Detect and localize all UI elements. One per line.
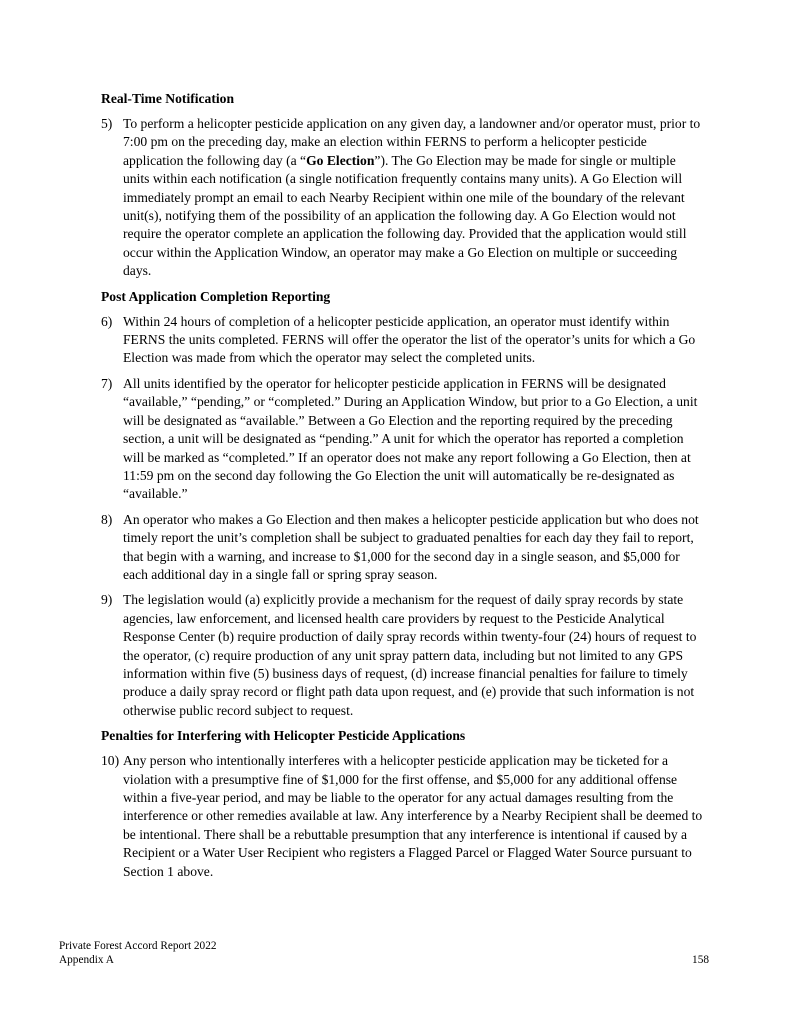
item-number: 7) <box>101 375 113 391</box>
list-item-6 <box>101 313 705 368</box>
page-footer <box>59 939 709 967</box>
page-number: 158 <box>692 954 709 966</box>
footer-appendix: Appendix A <box>59 954 114 966</box>
item-number: 6) <box>101 313 113 329</box>
section-heading: Real-Time Notification <box>101 91 235 106</box>
section-heading: Post Application Completion Reporting <box>101 288 331 304</box>
item-text: Within 24 hours of completion of a helicopter pesticide application, an operator must identify within FERNS the units completed. FERNS will offer the operator the list of the operator’s units for which a Go Election was made from which the operator may select the completed units. <box>123 313 696 366</box>
item-number: 10) <box>101 753 120 769</box>
page-content <box>101 90 705 888</box>
item-text: All units identified by the operator for helicopter pesticide application in FERNS will be designated “available,” “pending,” or “completed.” During an Application Window, but prior to a Go Election, a unit will be designated as “available.” Between a Go Election and the reporting required by the preceding section, a unit will be designated as “pending.” A unit for which the operator has reported a completion will be marked as “completed.” If an operator does not make any report following a Go Election, then at 11:59 pm on the second day following the Go Election the unit will automatically be re-designated as “available.” <box>123 375 698 502</box>
section-post-application-reporting <box>101 288 705 721</box>
item-number: 8) <box>101 511 113 527</box>
item-text: The legislation would (a) explicitly provide a mechanism for the request of daily spray records by state agencies, law enforcement, and licensed health care providers by request to the Pesticide Analytical Response Center (b) require production of daily spray records within twenty-four (24) hours of request to the operator, (c) require production of any unit spray pattern data, including but not limited to any GPS information within five (5) business days of request, (d) increase financial penalties for failure to timely produce a daily spray record or flight path data upon request, and (e) provide that such information is not otherwise public record subject to request. <box>123 592 697 718</box>
item-text: To perform a helicopter pesticide application on any given day, a landowner and/or operator must, prior to 7:00 pm on the preceding day, make an election within FERNS to perform a helicopter pesticide application the following day (a “Go Election”). The Go Election may be made for single or multiple units within each notification (a single notification frequently contains many units). A Go Election will immediately prompt an email to each Nearby Recipient within one mile of the boundary of the relevant unit(s), notifying them of the possibility of an application the following day. A Go Election would not require the operator complete an application the following day. Provided that the application would still occur within the Application Window, an operator may make a Go Election on multiple or succeeding days. <box>123 116 701 279</box>
item-text: Any person who intentionally interferes with a helicopter pesticide application may be ticketed for a violation with a presumptive fine of $1,000 for the first offense, and $5,000 for any additional offense within a five-year period, and may be liable to the operator for any actual damages resulting from the interference or other remedies available at law. Any interference by a Nearby Recipient shall be deemed to be intentional. There shall be a rebuttable presumption that any interference is intentional if caused by a Recipient or a Water User Recipient who registers a Flagged Parcel or Flagged Water Source pursuant to Section 1 above. <box>123 753 703 879</box>
section-heading: Penalties for Interfering with Helicopter Pesticide Applications <box>101 728 466 744</box>
section-real-time-notification <box>101 90 705 281</box>
item-text: An operator who makes a Go Election and then makes a helicopter pesticide application but who does not timely report the unit’s completion shall be subject to graduated penalties for each day they fail to report, that begin with a warning, and increase to $1,000 for the second day in a single season, and $5,000 for each additional day in a single fall or spring spray season. <box>123 511 699 582</box>
item-number: 9) <box>101 592 113 608</box>
list-item-7 <box>101 375 705 504</box>
list-item-5 <box>101 115 705 281</box>
item-number: 5) <box>101 116 113 131</box>
go-election-term: Go Election <box>306 152 375 168</box>
list-item-9 <box>101 591 705 720</box>
section-penalties-interfering <box>101 727 705 881</box>
list-item-10 <box>101 752 705 881</box>
footer-report-title: Private Forest Accord Report 2022 <box>59 940 217 952</box>
list-item-8 <box>101 511 705 585</box>
